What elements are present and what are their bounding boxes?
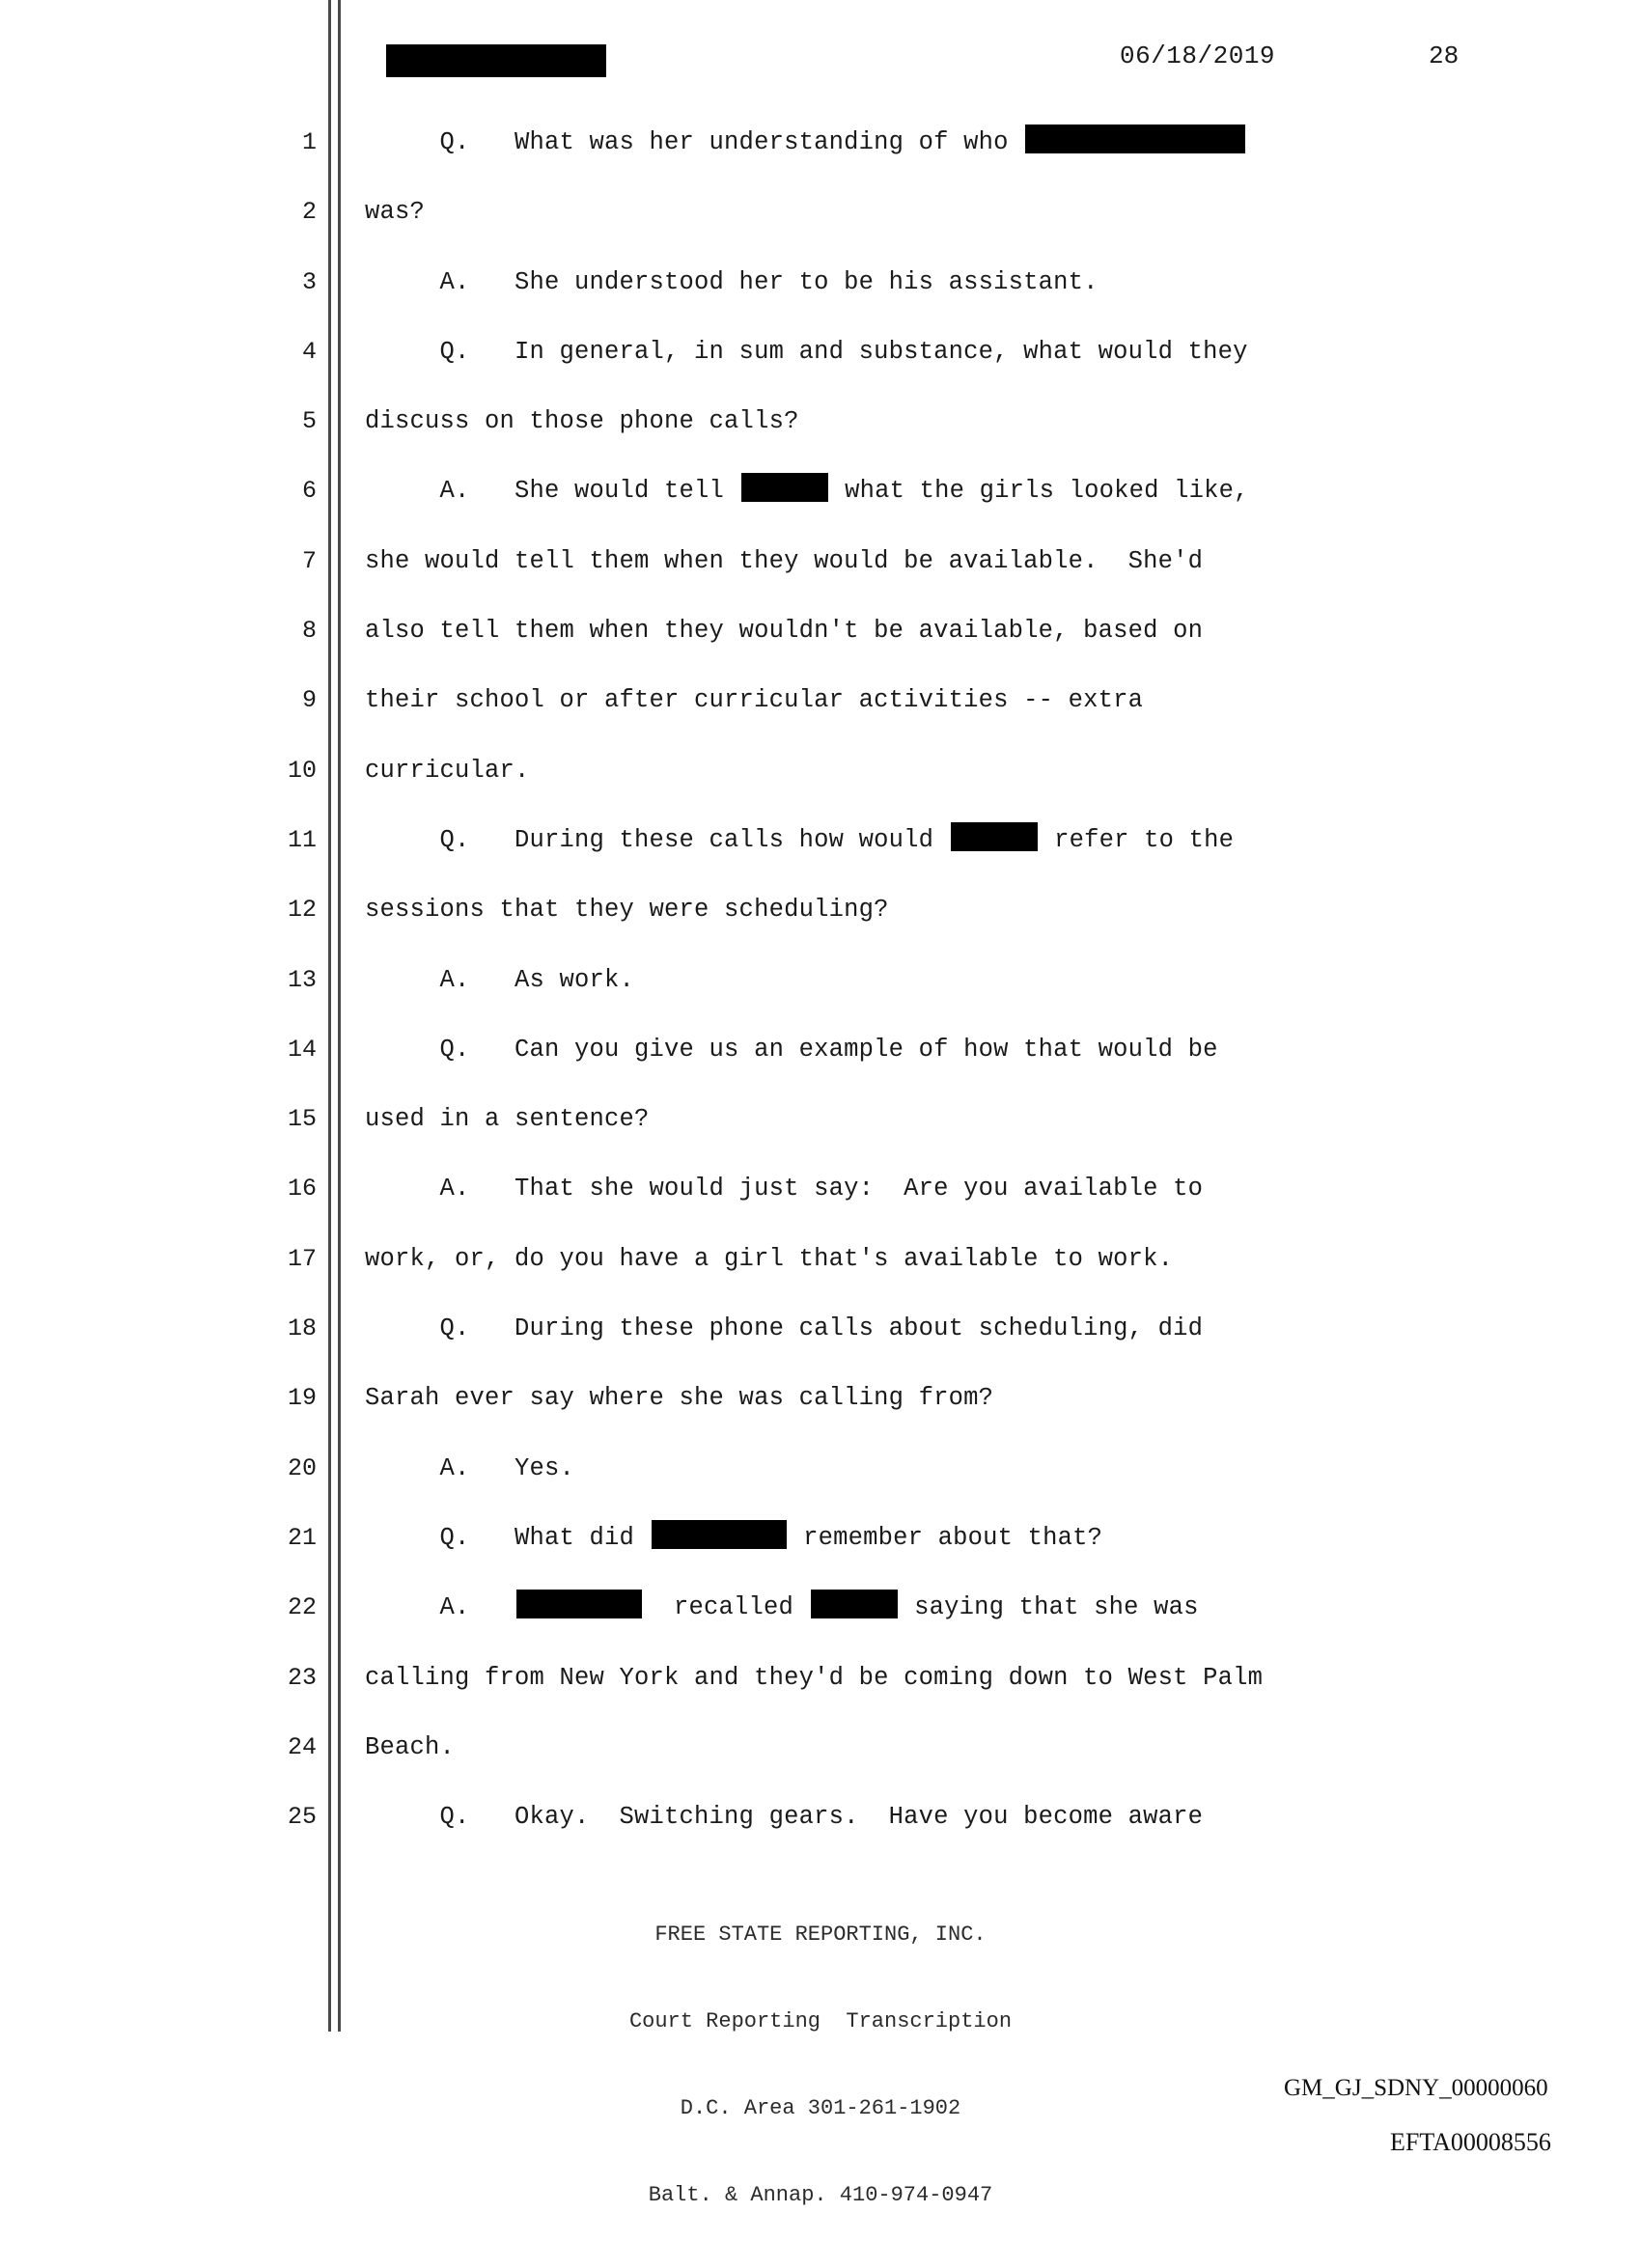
bates-number-secondary: EFTA00008556 <box>1390 2128 1551 2156</box>
redaction-box <box>811 1590 898 1618</box>
redaction-box <box>741 473 828 502</box>
transcript-line <box>365 1085 1485 1154</box>
transcript-line-text: work, or, do you have a girl that's available to work. <box>365 1244 1174 1273</box>
transcript-line <box>365 248 1485 318</box>
transcript-line-text: A. She understood her to be his assistant. <box>365 267 1099 296</box>
line-number: 24 <box>287 1732 317 1761</box>
transcript-line-text: sessions that they were scheduling? <box>365 896 889 925</box>
line-number: 7 <box>301 546 317 575</box>
line-number: 21 <box>287 1523 317 1552</box>
line-number: 3 <box>301 267 317 296</box>
line-number: 9 <box>301 686 317 715</box>
header-page-number: 28 <box>1429 41 1460 70</box>
transcript-line <box>365 1225 1485 1294</box>
transcript-line <box>365 946 1485 1015</box>
line-number: 5 <box>301 407 317 436</box>
transcript-line <box>365 1713 1485 1783</box>
transcript-line-text: Q. What was her understanding of who <box>365 128 1024 156</box>
line-number: 17 <box>287 1244 317 1273</box>
line-number: 6 <box>301 477 317 506</box>
transcript-line <box>365 1573 1485 1643</box>
margin-rule-inner <box>338 0 341 2032</box>
transcript-line <box>365 1783 1485 1852</box>
transcript-line-text: their school or after curricular activities -- extra <box>365 686 1144 715</box>
line-number: 14 <box>287 1035 317 1064</box>
transcript-line <box>365 1434 1485 1504</box>
redaction-box <box>652 1520 787 1549</box>
transcript-line-text: remember about that? <box>788 1523 1103 1552</box>
line-number: 1 <box>301 128 317 156</box>
transcript-line-text: Q. During these calls how would <box>365 825 949 854</box>
redaction-box <box>951 822 1038 851</box>
line-number: 23 <box>287 1663 317 1692</box>
transcript-line <box>365 318 1485 387</box>
transcript-line-text: A. She would tell <box>365 477 739 506</box>
line-number: 8 <box>301 617 317 646</box>
transcript-line <box>365 736 1485 806</box>
transcript-line <box>365 596 1485 666</box>
transcript-line-text: also tell them when they wouldn't be available, based on <box>365 617 1204 646</box>
footer-services: Court Reporting Transcription <box>628 2009 1013 2033</box>
line-number: 18 <box>287 1314 317 1343</box>
transcript-line <box>365 666 1485 735</box>
line-number: 22 <box>287 1593 317 1622</box>
redaction-box <box>1025 124 1245 153</box>
transcript-line-text: was? <box>365 198 426 227</box>
transcript-line <box>365 1644 1485 1713</box>
transcript-line-text: calling from New York and they'd be coming down to West Palm <box>365 1663 1264 1692</box>
line-number: 19 <box>287 1384 317 1413</box>
line-number: 16 <box>287 1175 317 1203</box>
redaction-box <box>516 1590 642 1618</box>
transcript-line-text: saying that she was <box>899 1593 1199 1622</box>
transcript-line <box>365 875 1485 945</box>
transcript-line-text: Q. Okay. Switching gears. Have you become aware <box>365 1803 1204 1832</box>
transcript-line-text: discuss on those phone calls? <box>365 407 799 436</box>
transcript-line <box>365 456 1485 526</box>
footer-company: FREE STATE REPORTING, INC. <box>654 1922 987 1947</box>
footer-dc-phone: D.C. Area 301-261-1902 <box>680 2096 961 2120</box>
transcript-line-text: Beach. <box>365 1732 456 1761</box>
transcript-line-text: A. Yes. <box>365 1453 575 1482</box>
transcript-line-text: Q. In general, in sum and substance, what would they <box>365 337 1248 366</box>
transcript-line-text: A. As work. <box>365 965 635 994</box>
transcript-line-text: refer to the <box>1039 825 1235 854</box>
transcript-line-text: Q. What did <box>365 1523 650 1552</box>
transcript-line <box>365 1364 1485 1433</box>
line-number: 25 <box>287 1803 317 1832</box>
footer-balt-phone: Balt. & Annap. 410-974-0947 <box>648 2183 993 2207</box>
line-number: 10 <box>287 756 317 785</box>
transcript-line-text: recalled <box>644 1593 809 1622</box>
transcript-line <box>365 1154 1485 1224</box>
reporter-footer <box>0 1863 1641 2268</box>
transcript-line-text: A. <box>365 1593 515 1622</box>
transcript-line <box>365 527 1485 596</box>
header-date: 06/18/2019 <box>1120 41 1276 70</box>
line-number: 20 <box>287 1453 317 1482</box>
line-number: 4 <box>301 337 317 366</box>
page-header <box>376 37 1467 75</box>
transcript-line-text: used in a sentence? <box>365 1105 650 1134</box>
bates-number-primary: GM_GJ_SDNY_00000060 <box>1284 2075 1548 2101</box>
transcript-line-text: Sarah ever say where she was calling from? <box>365 1384 994 1413</box>
line-number: 2 <box>301 198 317 227</box>
transcript-line-text: Q. Can you give us an example of how that would be <box>365 1035 1218 1064</box>
line-number: 15 <box>287 1105 317 1134</box>
line-number-column <box>261 108 317 1852</box>
line-number: 11 <box>287 825 317 854</box>
transcript-line-text: curricular. <box>365 756 530 785</box>
transcript-line-text: what the girls looked like, <box>829 477 1249 506</box>
transcript-body <box>365 108 1485 1852</box>
transcript-line-text: she would tell them when they would be available. She'd <box>365 546 1204 575</box>
transcript-line-text: A. That she would just say: Are you available to <box>365 1175 1204 1203</box>
line-number: 13 <box>287 965 317 994</box>
transcript-line <box>365 1504 1485 1573</box>
transcript-line <box>365 1015 1485 1085</box>
transcript-line <box>365 178 1485 247</box>
transcript-line-text: Q. During these phone calls about scheduling, did <box>365 1314 1204 1343</box>
transcript-line <box>365 1294 1485 1364</box>
header-redaction-box <box>386 44 606 77</box>
line-number: 12 <box>287 896 317 925</box>
transcript-line <box>365 387 1485 456</box>
transcript-line <box>365 806 1485 875</box>
margin-rule-outer <box>328 0 331 2032</box>
transcript-line <box>365 108 1485 178</box>
